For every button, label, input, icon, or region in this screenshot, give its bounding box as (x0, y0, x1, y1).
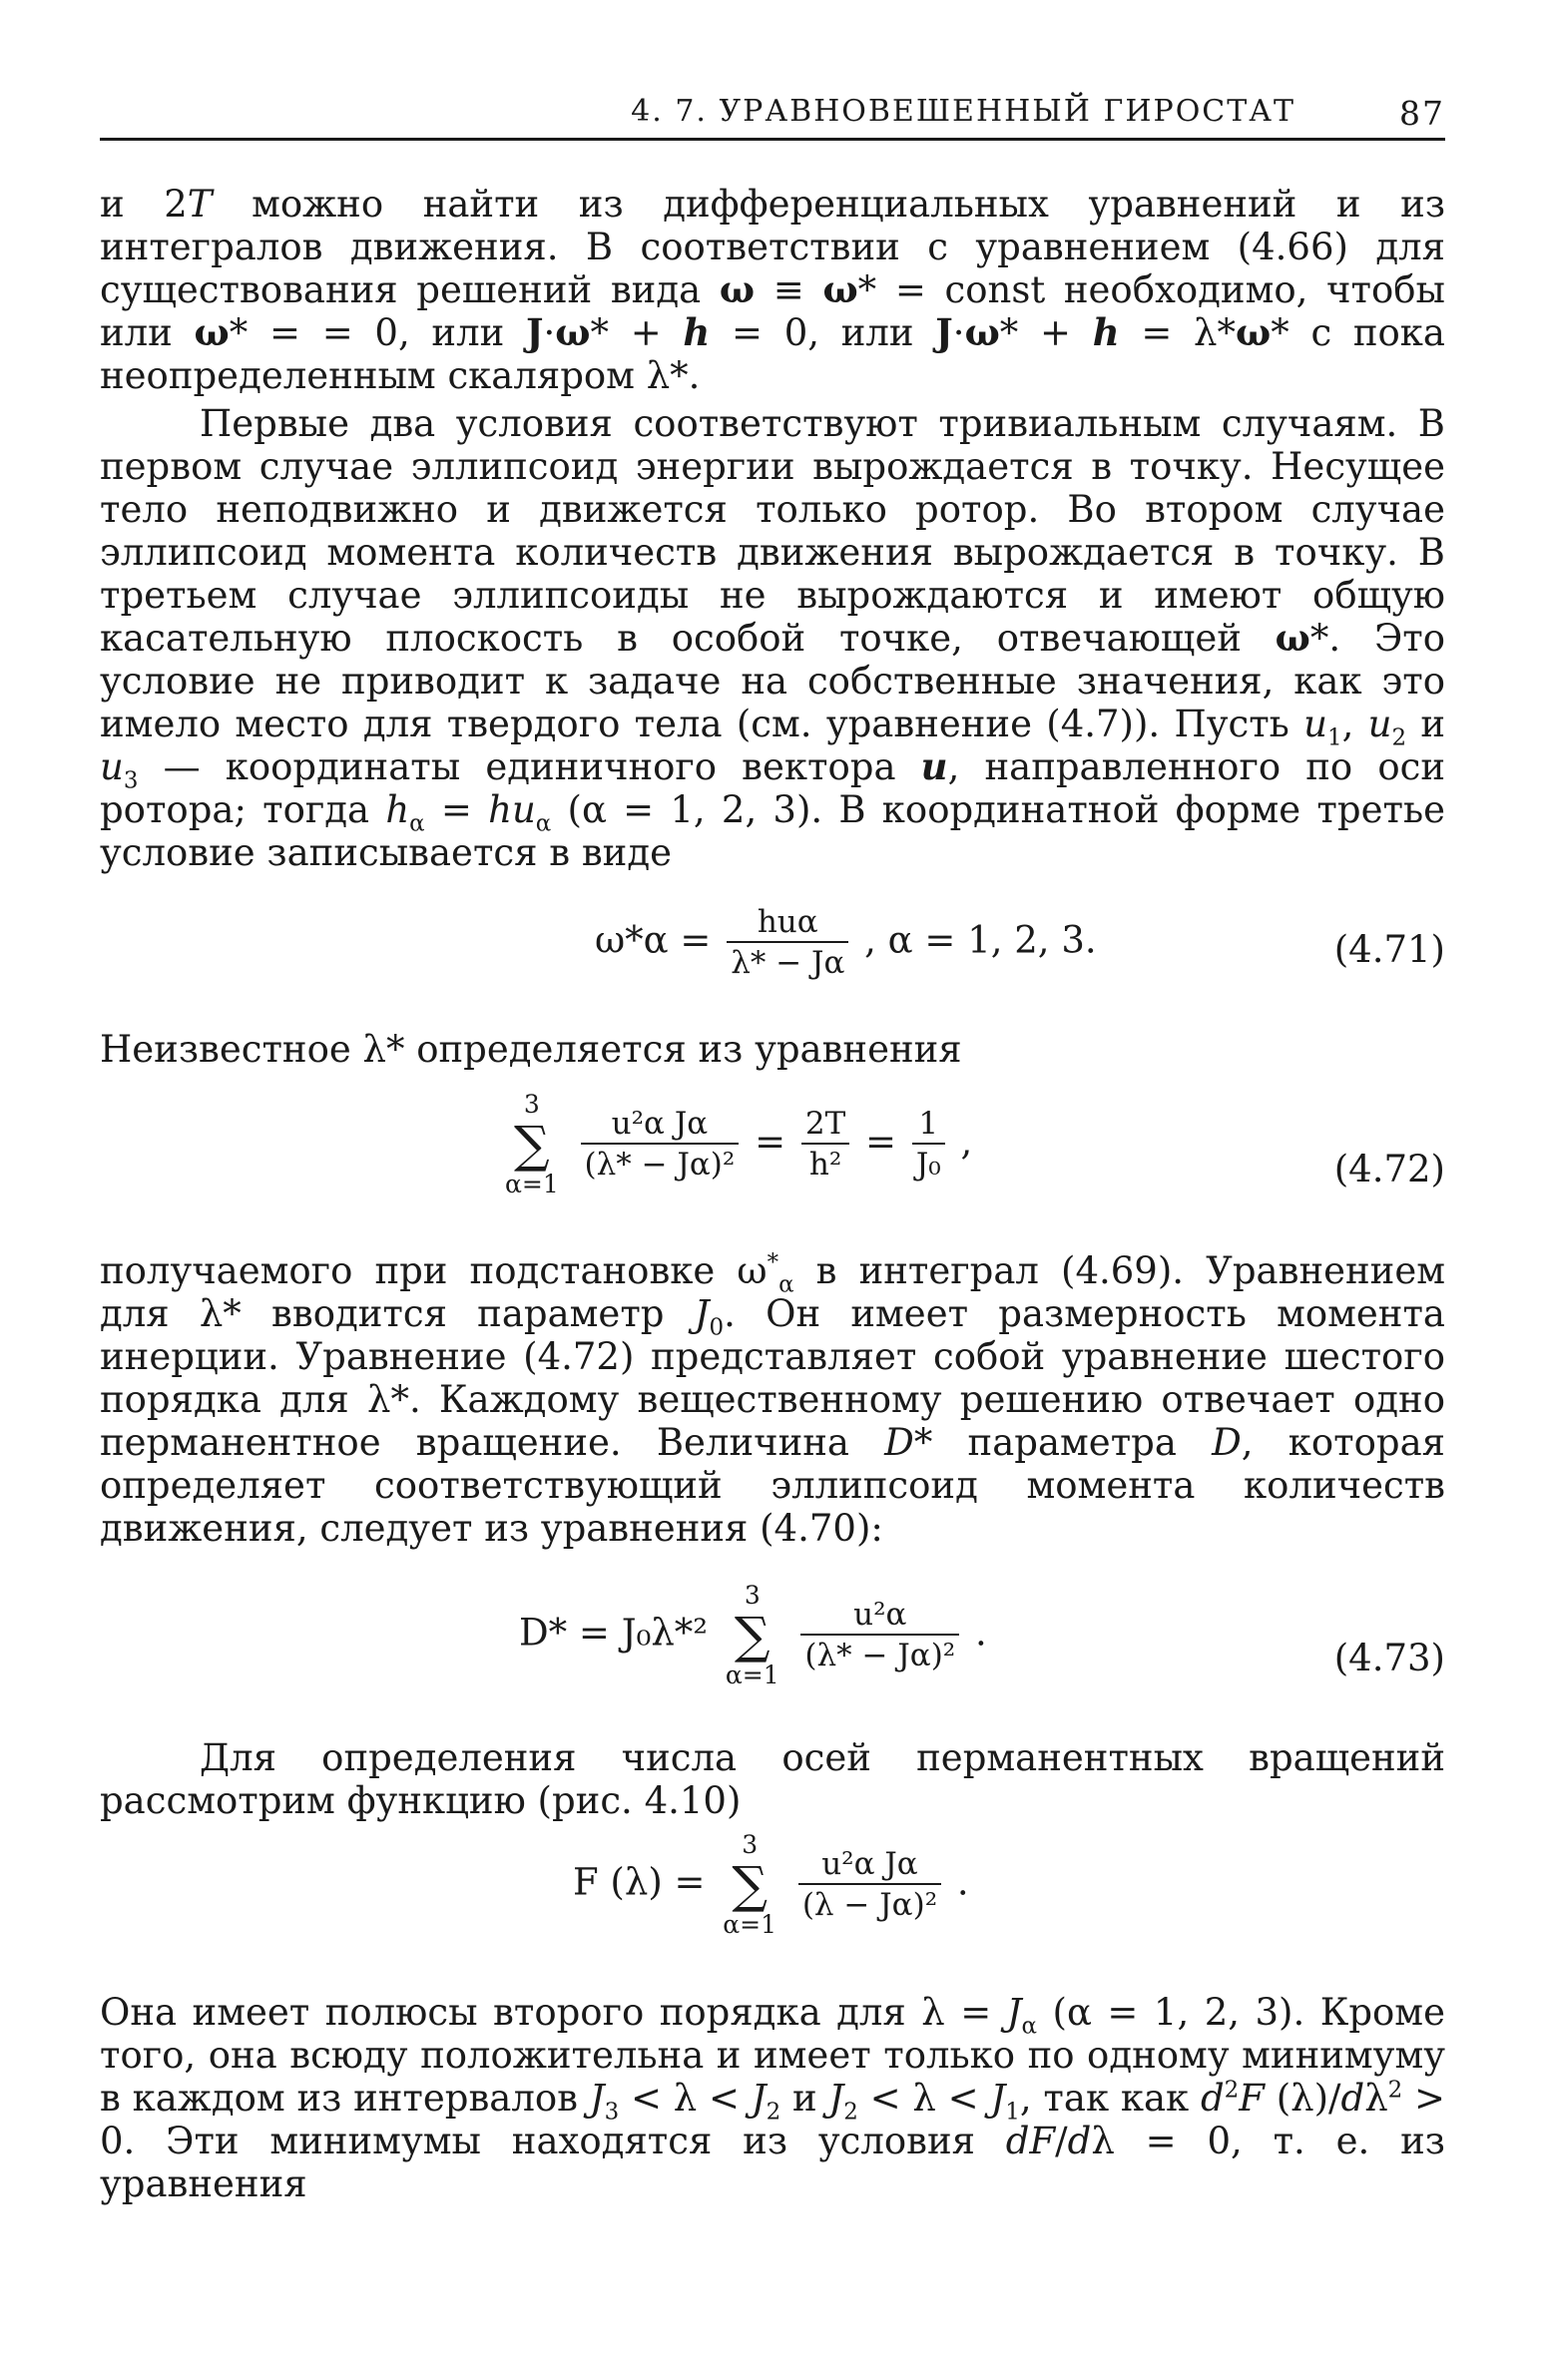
eq472-sum-upper: 3 (523, 1090, 540, 1119)
eq473-lhs: D* = J₀λ*² (519, 1611, 709, 1655)
section-title: 4. 7. УРАВНОВЕШЕННЫЙ ГИРОСТАТ (631, 94, 1295, 129)
eq472-denominator-1: (λ* − Jα)² (584, 1147, 736, 1183)
eq472-fraction-3 (912, 1105, 945, 1185)
eq473-fraction (800, 1596, 959, 1675)
eqF-denominator: (λ − Jα)² (801, 1887, 938, 1923)
running-head (100, 92, 1445, 141)
equation-number-4-73: (4.73) (1333, 1637, 1445, 1679)
eqF-fraction (798, 1845, 941, 1925)
eq472-denominator-3: J₀ (915, 1147, 941, 1183)
equation-4-73 (519, 1582, 987, 1689)
eq472-fraction-1 (581, 1105, 740, 1185)
eq472-numerator-3: 1 (912, 1105, 945, 1145)
equation-number-4-72: (4.72) (1333, 1148, 1445, 1190)
eq473-sum-upper: 3 (744, 1581, 761, 1610)
sum-icon: ∑ (732, 1856, 769, 1914)
eq471-denominator: λ* − Jα (731, 945, 845, 981)
eqF-sum (723, 1831, 776, 1939)
eq473-tail: . (975, 1611, 987, 1655)
sum-icon: ∑ (734, 1607, 771, 1665)
eq472-equals-2: = (865, 1120, 897, 1164)
equation-F-lambda (573, 1831, 969, 1939)
eq471-fraction (727, 903, 848, 983)
eqF-numerator: u²α Jα (798, 1845, 941, 1885)
eq473-denominator: (λ* − Jα)² (804, 1638, 956, 1673)
sum-icon: ∑ (514, 1116, 550, 1174)
eq472-sum (505, 1091, 559, 1198)
eq473-sum-lower: α=1 (725, 1661, 779, 1689)
eq472-fraction-2 (801, 1105, 849, 1185)
equation-4-72 (499, 1091, 972, 1198)
paragraph-5: Для определения числа осей перманентных вращений рассмотрим функцию (рис. 4.10) (100, 1736, 1445, 1822)
paragraph-6: Она имеет полюсы второго порядка для $\lambda = J_\alpha$ (α = 1, 2, 3). Кроме того, она всюду положительна и имеет только по одному минимуму в каждом из интервалов $J_3 < \lambda < J_2$ и $J_2 < \lambda < J_1$, так как $d^2F$ $(\lambda)/d\lambda^2 > 0$. Эти минимумы находятся из условия dF/dλ = 0, т. е. из уравнения (100, 1991, 1446, 2205)
eqF-lhs: F (λ) = (573, 1860, 706, 1904)
eq472-numerator-2: 2T (801, 1105, 849, 1145)
eq473-numerator: u²α (800, 1596, 959, 1636)
paragraph-4: получаемого при подстановке $\omega^*_\alpha$ в интеграл (4.69). Уравнением для λ* вводится параметр $J_0$. Он имеет размерность момента инерции. Уравнение (4.72) представляет собой уравнение шестого порядка для λ*. Каждому вещественному решению отвечает одно перманентное вращение. Величина D* параметра D, которая определяет соответствующий эллипсоид момента количеств движения, следует из уравнения (4.70): (100, 1249, 1445, 1550)
eq472-denominator-2: h² (808, 1147, 842, 1183)
eq473-sum (726, 1582, 779, 1689)
paragraph-3: Неизвестное λ* определяется из уравнения (100, 1028, 962, 1071)
equation-4-71 (595, 903, 1097, 983)
eq472-equals-1: = (755, 1120, 786, 1164)
paragraph-2: Первые два условия соответствуют тривиальным случаям. В первом случае эллипсоид энергии вырождается в точку. Несущее тело неподвижно и движется только ротор. Во втором случае эллипсоид момента количеств движения вырождается в точку. В третьем случае эллипсоиды не вырождаются и имеют общую касательную плоскость в особой точке, отвечающей ω*. Это условие не приводит к задаче на собственные значения, как это имело место для твердого тела (см. уравнение (4.7)). Пусть $u_1$, $u_2$ и $u_3$ — координаты единичного вектора u, направленного по оси ротора; тогда $h_\alpha = hu_\alpha$ (α = 1, 2, 3). В координатной форме третье условие записывается в виде (100, 402, 1446, 874)
eq472-sum-lower: α=1 (505, 1170, 559, 1198)
page-number: 87 (1399, 94, 1445, 133)
eq471-numerator: huα (727, 903, 848, 943)
eqF-sum-upper: 3 (742, 1830, 759, 1859)
eq472-tail: , (960, 1120, 973, 1164)
eqF-tail: . (956, 1860, 969, 1904)
eqF-sum-lower: α=1 (723, 1910, 777, 1939)
paragraph-1: и 2T можно найти из дифференциальных уравнений и из интегралов движения. В соответствии с уравнением (4.66) для существования решений вида ω ≡ ω* = const необходимо, чтобы или ω* = = 0, или J·ω* + h = 0, или J·ω* + h = λ*ω* с пока неопределенным скаляром λ*. (100, 183, 1446, 397)
eq472-numerator-1: u²α Jα (581, 1105, 740, 1145)
eq471-lhs: ω*α = (595, 918, 712, 962)
eq471-condition: , α = 1, 2, 3. (864, 918, 1097, 962)
equation-number-4-71: (4.71) (1333, 928, 1445, 971)
